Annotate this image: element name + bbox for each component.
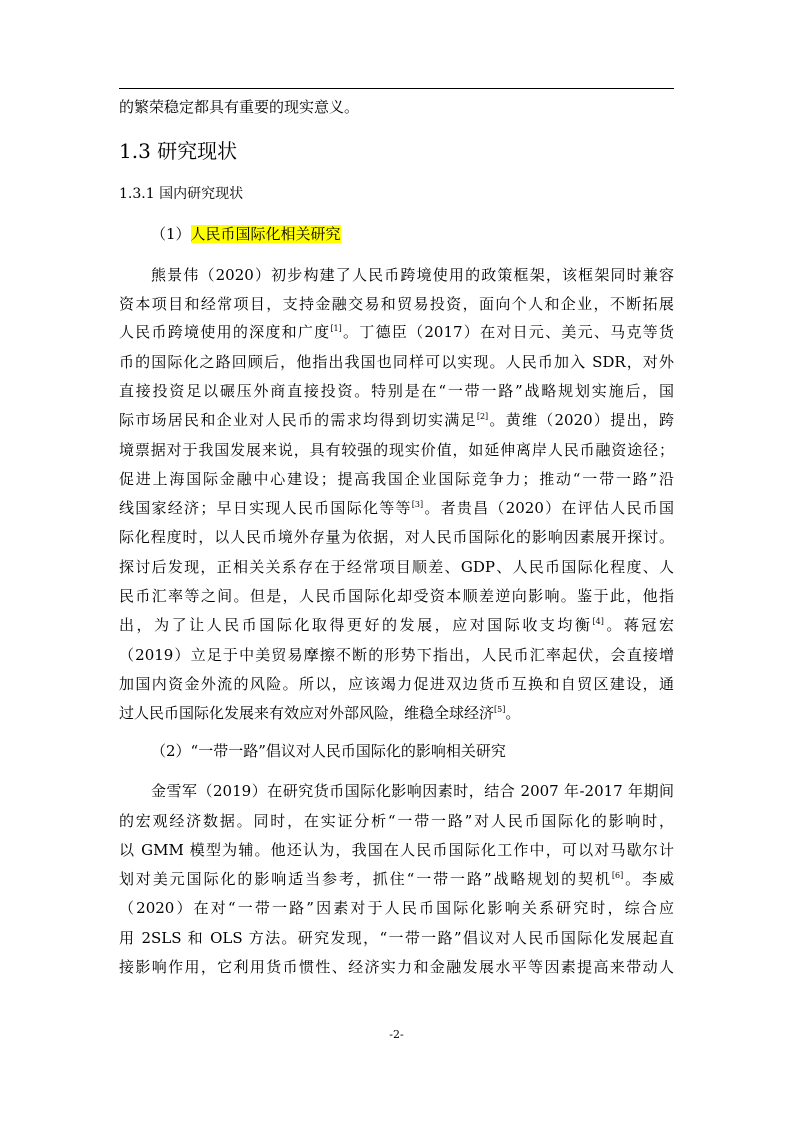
text-run: 。丁德臣（2017）在对日元、美元、马克等货 [341, 323, 674, 341]
item1-heading [151, 224, 674, 244]
para1-line [119, 498, 674, 518]
para2-line: 金雪军（2019）在研究货币国际化影响因素时，结合 2007 年-2017 年期间 [151, 782, 674, 800]
citation-ref: [2] [476, 412, 489, 421]
para2-line: 以 GMM 模型为辅。他还认为，我国在人民币国际化工作中，可以对马歇尔计 [119, 841, 674, 859]
para1-line: 直接投资足以碾压外商直接投资。特别是在“一带一路”战略规划实施后，国 [119, 382, 674, 400]
text-run: 划对美元国际化的影响适当参考，抓住“一带一路”战略规划的契机 [119, 870, 612, 888]
text-run: 。黄维（2020）提出，跨 [488, 411, 674, 429]
para1-line: 资本项目和经常项目，支持金融交易和贸易投资，面向个人和企业，不断拓展 [119, 295, 674, 313]
para1-line: 探讨后发现，正相关关系存在于经常项目顺差、GDP、人民币国际化程度、人 [119, 558, 674, 576]
item1-prefix: （1） [151, 225, 191, 243]
text-run: 。 [505, 704, 521, 722]
para2-line: 的宏观经济数据。同时，在实证分析“一带一路”对人民币国际化的影响时， [119, 812, 674, 830]
para1-line: 熊景伟（2020）初步构建了人民币跨境使用的政策框架，该框架同时兼容 [151, 266, 674, 284]
text-run: 出，为了让人民币国际化取得更好的发展，应对国际收支均衡 [119, 616, 593, 634]
para1-line: （2019）立足于中美贸易摩擦不断的形势下指出，人民币汇率起伏，会直接增 [119, 646, 674, 664]
citation-ref: [3] [411, 500, 424, 509]
item1-title-highlighted: 人民币国际化相关研究 [190, 225, 341, 243]
intro-tail-line: 的繁荣稳定都具有重要的现实意义。 [119, 98, 360, 116]
subsection-heading: 1.3.1 国内研究现状 [119, 186, 244, 202]
page-number: -2- [389, 1028, 404, 1041]
text-run: 。者贵昌（2020）在评估人民币国 [423, 499, 674, 517]
para1-line: 际化程度时，以人民币境外存量为依据，对人民币国际化的影响因素展开探讨。 [119, 528, 674, 546]
para1-line: 币的国际化之路回顾后，他指出我国也同样可以实现。人民币加入 SDR，对外 [119, 353, 674, 371]
text-run: 过人民币国际化发展来有效应对外部风险，维稳全球经济 [119, 704, 495, 722]
para2-line [119, 869, 674, 889]
text-run: 线国家经济；早日实现人民币国际化等等 [119, 499, 412, 517]
text-run: 际市场居民和企业对人民币的需求均得到切实满足 [119, 411, 477, 429]
text-run: 。蒋冠宏 [603, 616, 674, 634]
para1-line: 境票据对于我国发展来说，具有较强的现实价值，如延伸离岸人民币融资途径； [119, 441, 674, 459]
citation-ref: [6] [611, 871, 624, 880]
para1-line: 民币汇率等之间。但是，人民币国际化却受资本顺差逆向影响。鉴于此，他指 [119, 587, 674, 605]
citation-ref: [1] [330, 324, 342, 333]
para1-line [119, 410, 674, 430]
citation-ref: [4] [592, 617, 604, 626]
para2-line: 用 2SLS 和 OLS 方法。研究发现，“一带一路”倡议对人民币国际化发展起直 [119, 929, 674, 947]
text-run: 。李威 [623, 870, 674, 888]
para1-line: 加国内资金外流的风险。所以，应该竭力促进双边货币互换和自贸区建设，通 [119, 675, 674, 693]
item2-heading: （2）“一带一路”倡议对人民币国际化的影响相关研究 [151, 742, 506, 760]
text-run: 人民币跨境使用的深度和广度 [119, 323, 331, 341]
para1-line [119, 322, 674, 342]
para1-line [119, 615, 674, 635]
header-rule [119, 88, 674, 89]
para1-line: 促进上海国际金融中心建设；提高我国企业国际竞争力；推动“一带一路”沿 [119, 470, 674, 488]
para2-line: （2020）在对“一带一路”因素对于人民币国际化影响关系研究时，综合应 [119, 899, 674, 917]
citation-ref: [5] [494, 705, 506, 714]
para1-line [119, 703, 674, 723]
section-heading: 1.3 研究现状 [119, 139, 238, 163]
para2-line: 接影响作用，它利用货币惯性、经济实力和金融发展水平等因素提高来带动人 [119, 958, 674, 976]
